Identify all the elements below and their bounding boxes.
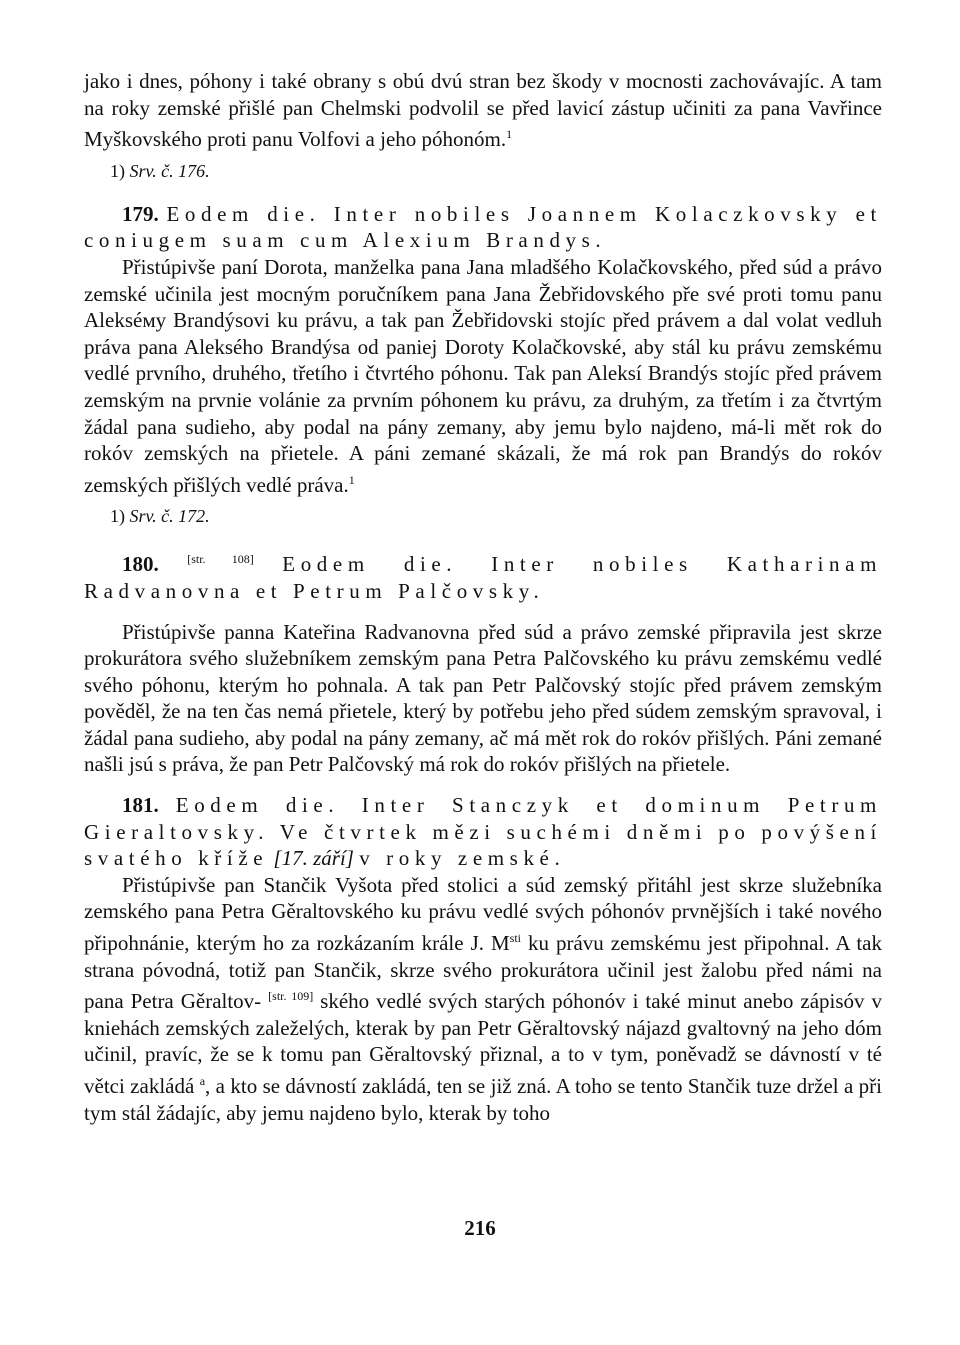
- entry-181-heading: [84, 792, 882, 872]
- abbreviation-superscript: sti: [509, 931, 521, 946]
- intro-paragraph: [84, 68, 882, 153]
- date-reference: [17. září]: [273, 846, 354, 871]
- entry-text: Přistúpivše panna Kateřina Radvanovna před súd a právo zemské připravila jest skrze prokurátora svého služebníkem zemským pana Petra Palčovského ku právu zemskému vedlé svého póhonu, kterým ho pohnala. A tak pan Petr Palčovský stojíc před právem zemským pověděl, že na ten čas nemá přietele, který by potřebu jeho před súdem zemským spravoval, i žádal pana sudieho, aby podal na pány zemany, ač má mět rok do rokóv přišlých. Páni zemané našli jsú s práva, že pan Petr Palčovský má rok do rokóv přišlých na přietele.: [84, 619, 882, 777]
- footnote-reference: Srv. č. 176.: [129, 160, 210, 181]
- entry-text-part: ku právu zemskému jest připohnal. A tak strana póvodná, totiž pan Stančik, skrze svého prokurátora učinil jest žalobu před námi na pana Petra Gěraltov-: [84, 931, 882, 1014]
- footnote-2: [110, 504, 882, 528]
- entry-180-body: [84, 619, 882, 779]
- entry-heading-text: Eodem die. Inter nobiles Joannem Kolaczkovsky et coniugem suam cum Alexium Brandys.: [84, 201, 882, 253]
- entry-179-heading: [84, 201, 882, 254]
- entry-number: 180.: [122, 552, 159, 577]
- footnote-mark: 1): [110, 506, 125, 527]
- intro-text: jako i dnes, póhony i také obrany s obú dvú stran bez škody v mocnosti zachovávajíc. A tam na roky zemské přišlé pan Chelmski podvolil se před lavicí zástup učiniti za pana Vavřince Myškovského proti panu Volfovi a jeho póhonóm.: [84, 69, 882, 152]
- page-reference: [str. 108]: [187, 552, 254, 567]
- footnote-reference: Srv. č. 172.: [129, 506, 210, 527]
- entry-text-part: , a kto se dávností zakládá, ten se již zná. A toho se tento Stančik tuze držel a při tym stál žádajíc, aby jemu najdeno bylo, kterak by toho: [84, 1074, 883, 1125]
- entry-179-body: [84, 254, 882, 498]
- spacer: [84, 778, 882, 792]
- page-number: 216: [464, 1216, 496, 1240]
- footnote-mark: 1): [110, 160, 125, 181]
- spacer: [84, 605, 882, 619]
- entry-number: 179.: [122, 201, 159, 226]
- footnote-marker: 1: [348, 472, 355, 487]
- entry-number: 181.: [122, 793, 159, 818]
- entry-180-heading: [84, 546, 882, 604]
- entry-heading-tail: v roky zemské.: [359, 846, 566, 871]
- entry-text: Přistúpivše paní Dorota, manželka pana Jana mladšého Kolačkovského, před súd a právo zemské učinila jest mocným poručníkem pana Jana Žebřidovského pře své proti tomu panu Alekséму Brandýsovi ku právu, a tak pan Žebřidovski stojíc před právem a dal volat vedluh práva pana Alekséhо Brandýsa od paniej Doroty Kolačkovské, aby stál ku právu zemskému vedlé prvního, druhého, třetího i čtvrtého póhonu. Tak pan Aleksí Brandýs stojíc před právem zemským na prvnie volánie za prvním póhonem ku právu, za druhým, za třetím i za čtvrtým žádal pana sudieho, aby podal na pány zemany, aby jemu bylo najdeno, má-li mět rok do rokóv zemských na přietele. A páni zemané skázali, že má rok pan Brandýs do rokóv zemských přišlých vedlé práva.: [84, 254, 882, 497]
- entry-heading-text: Eodem die. Inter Stanczyk et dominum Petrum Gieraltovsky. Ve čtvrtek mězi suchémi dněmi po povýšení svatého kříže: [84, 793, 882, 871]
- entry-181-body: [84, 872, 882, 1126]
- footnote-1: [110, 159, 882, 183]
- page-reference: [str. 109]: [268, 989, 314, 1004]
- entry-text-part: ského vedlé svých starých póhonóv i také minut anebo zápisóv v kniehách zemských zaleželých, kterak by pan Petr Gěraltovský nájazd gvaltovný na jeho dóm učinil, pravíc, že se k tomu pan Gěraltovský přiznal, a to v tym, poněvadž se dávností v té větci zakládá: [84, 989, 882, 1098]
- footnote-marker: 1: [506, 127, 513, 142]
- footnote-marker: a: [199, 1074, 206, 1088]
- entry-text-part: Přistúpivše pan Stančik Vyšota před stolici a súd zemský přitáhl jest skrze služebníka zemského pana Petra Gěraltovského ku právu vedlé svých póhonóv prvnějších i také nového připohnánie, kterým ho za rozkázaním krále J. M: [84, 872, 882, 956]
- entry-heading-text: Eodem die. Inter nobiles Katharinam Radvanovna et Petrum Palčovsky.: [84, 552, 882, 603]
